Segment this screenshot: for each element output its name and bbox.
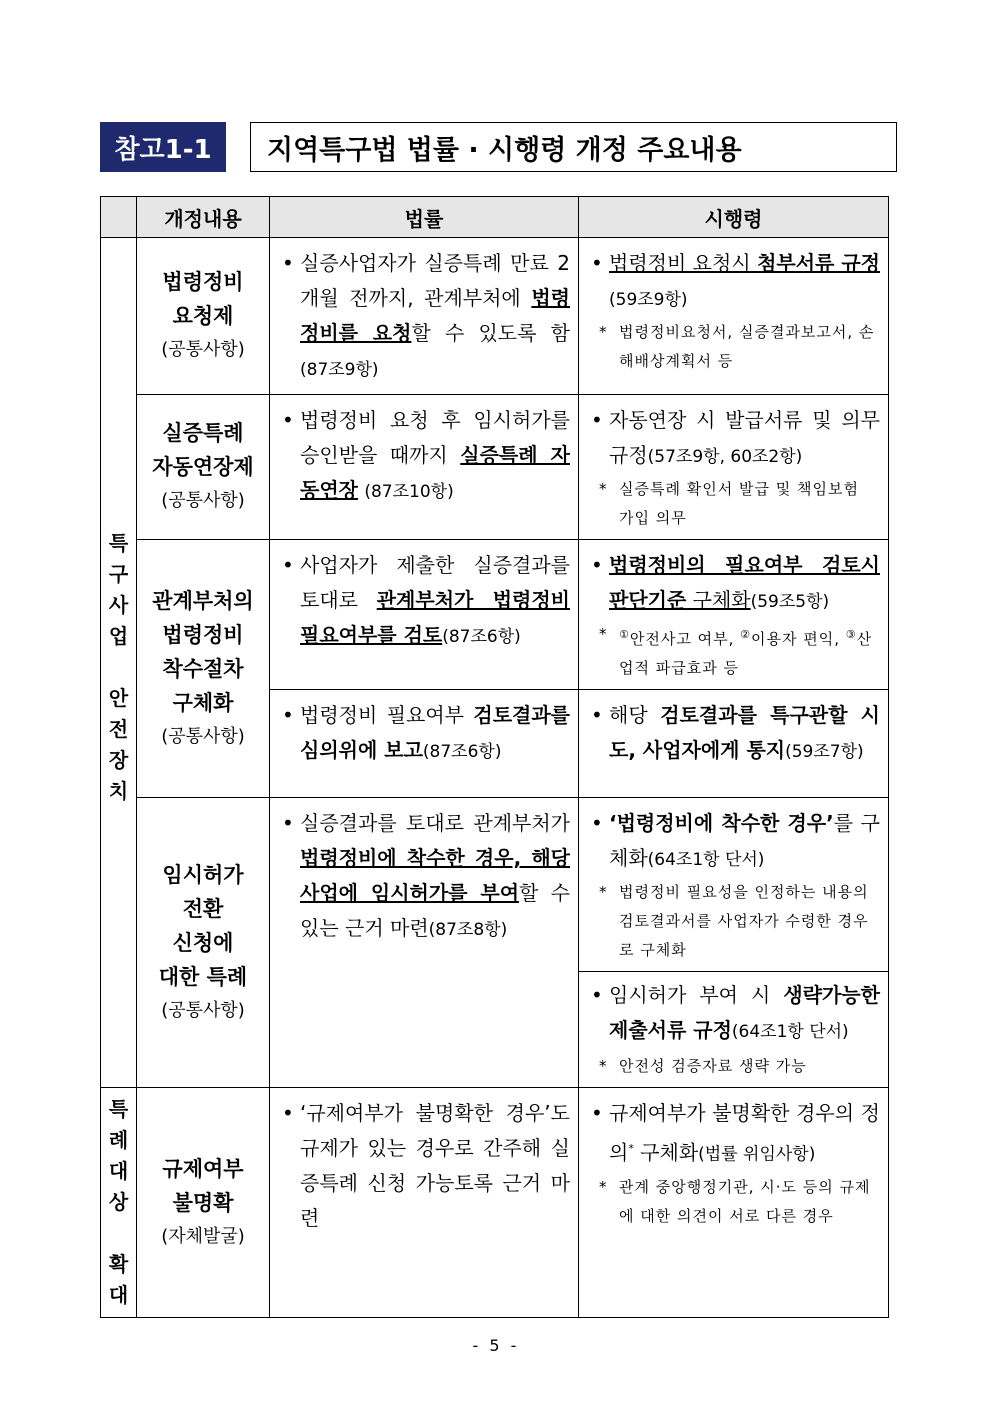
item-r4: 임시허가 전환 신청에 대한 특례 (공통사항) [137,798,270,1088]
law-r3a: • 사업자가 제출한 실증결과를 토대로 관계부처가 법령정비 필요여부를 검토(87조6항) [270,540,579,690]
table-row [101,395,889,540]
decree-r3a: • 법령정비의 필요여부 검토시 판단기준 구체화(59조5항) * ①안전사고 여부, ②이용자 편익, ③산업적 파급효과 등 [579,540,889,690]
header-decree: 시행령 [579,197,889,238]
table-row [101,1088,889,1318]
category-expand: 특 례 대 상 확 대 [101,1088,137,1318]
amendment-table [100,196,889,1318]
law-r2: • 법령정비 요청 후 임시허가를 승인받을 때까지 실증특례 자동연장 (87조10항) [270,395,579,540]
page-number: - 5 - [472,1336,520,1355]
decree-r2: • 자동연장 시 발급서류 및 의무 규정(57조9항, 60조2항) * 실증특례 확인서 발급 및 책임보험 가입 의무 [579,395,889,540]
header-law: 법률 [270,197,579,238]
document-title: 지역특구법 법률 · 시행령 개정 주요내용 [250,122,897,172]
reference-label: 참고1-1 [100,122,226,172]
table-header-row [101,197,889,238]
decree-r4: • ‘법령정비에 착수한 경우’를 구체화(64조1항 단서) * 법령정비 필요성을 인정하는 내용의 검토결과서를 사업자가 수령한 경우로 구체화 • 임시허가 부여 시 생략가능한 제출서류 규정(64조1항 단서) * 안전성 검증자료 생략 가능 [579,798,889,1088]
law-r5: • ‘규제여부가 불명확한 경우’도 규제가 있는 경우로 간주해 실증특례 신청 가능토록 근거 마련 [270,1088,579,1318]
law-r3b: • 법령정비 필요여부 검토결과를 심의위에 보고(87조6항) [270,690,579,798]
item-r5: 규제여부 불명확 (자체발굴) [137,1088,270,1318]
table-row [101,238,889,395]
header-blank [101,197,137,238]
table-row [101,798,889,1088]
item-r3: 관계부처의 법령정비 착수절차 구체화 (공통사항) [137,540,270,798]
item-r2: 실증특례 자동연장제 (공통사항) [137,395,270,540]
law-r1: • 실증사업자가 실증특례 만료 2개월 전까지, 관계부처에 법령정비를 요청할 수 있도록 함 (87조9항) [270,238,579,395]
decree-r3b: • 해당 검토결과를 특구관할 시도, 사업자에게 통지(59조7항) [579,690,889,798]
law-r4: • 실증결과를 토대로 관계부처가 법령정비에 착수한 경우, 해당 사업에 임시허가를 부여할 수 있는 근거 마련(87조8항) [270,798,579,1088]
decree-r5: • 규제여부가 불명확한 경우의 정의* 구체화(법률 위임사항) * 관계 중앙행정기관, 시·도 등의 규제에 대한 의견이 서로 다른 경우 [579,1088,889,1318]
item-r1: 법령정비 요청제 (공통사항) [137,238,270,395]
category-safety: 특 구 사 업 안 전 장 치 [101,238,137,1088]
table-row [101,540,889,690]
header-item: 개정내용 [137,197,270,238]
decree-r1: • 법령정비 요청시 첨부서류 규정(59조9항) * 법령정비요청서, 실증결과보고서, 손해배상계획서 등 [579,238,889,395]
